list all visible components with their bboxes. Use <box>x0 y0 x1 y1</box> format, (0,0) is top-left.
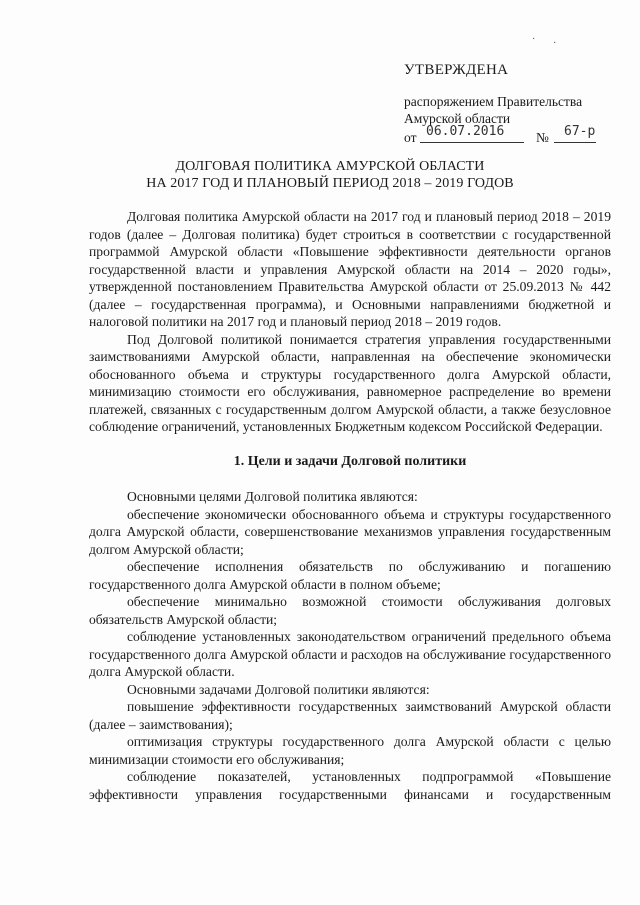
title-line-2: НА 2017 ГОД И ПЛАНОВЫЙ ПЕРИОД 2018 – 2019 ГОДОВ <box>146 176 514 191</box>
goal-item: обеспечение исполнения обязательств по обслуживанию и погашению государственного долга Амурской области в полном объеме; <box>89 559 611 592</box>
approval-heading: УТВЕРЖДЕНА <box>404 62 509 78</box>
goal-item: обеспечение минимально возможной стоимости обслуживания долговых обязательств Амурской области; <box>89 594 611 627</box>
number-sign: № <box>536 130 549 145</box>
scan-mark: · <box>532 34 536 45</box>
approval-date: 06.07.2016 <box>426 124 505 139</box>
intro-paragraph-1: Долговая политика Амурской области на 2017 год и плановый период 2018 – 2019 годов (далее – Долговая политика) будет строиться в соответствии с государственной программой Амурской области «Повышение эффективности деятельности органов государственной власти и управления Амурской области на 2014 – 2020 годы», утвержденной постановлением Правительства Амурской области от 25.09.2013 № 442 (далее – государственная программа), и Основными направлениями бюджетной и налоговой политики на 2017 год и плановый период 2018 – 2019 годов. <box>89 209 611 329</box>
document-title <box>80 158 580 192</box>
tasks-intro: Основными задачами Долговой политики являются: <box>127 681 430 697</box>
approval-date-row <box>404 124 624 145</box>
task-item: оптимизация структуры государственного долга Амурской области с целью минимизации стоимости его обслуживания; <box>89 734 611 767</box>
goal-item: соблюдение установленных законодательством ограничений предельного объема государственного долга Амурской области и расходов на обслуживание государственного долга Амурской области. <box>89 629 611 679</box>
number-underline <box>554 142 596 143</box>
intro-paragraph-2: Под Долговой политикой понимается стратегия управления государственными заимствованиями Амурской области, направленная на обеспечение экономически обоснованного объема и структуры государственного долга Амурской области, минимизацию стоимости его обслуживания, равномерное распределение во времени платежей, связанных с государственным долгом Амурской области, а также безусловное соблюдение ограничений, установленных Бюджетным кодексом Российской Федерации. <box>89 331 611 434</box>
goals-intro: Основными целями Долговой политика являются: <box>127 489 418 504</box>
scan-mark: · <box>553 38 557 49</box>
document-body <box>89 208 611 803</box>
approval-line-1: распоряжением Правительства <box>404 94 583 109</box>
approval-number: 67-р <box>564 124 596 139</box>
from-label: от <box>404 130 417 145</box>
goal-item: обеспечение экономически обоснованного объема и структуры государственного долга Амурской области, совершенствование механизмов управления государственным долгом Амурской области; <box>89 506 611 557</box>
title-line-1: ДОЛГОВАЯ ПОЛИТИКА АМУРСКОЙ ОБЛАСТИ <box>175 159 485 174</box>
date-underline <box>420 142 524 143</box>
approval-stamp <box>404 62 624 145</box>
task-item: соблюдение показателей, установленных подпрограммой «Повышение эффективности управления государственными финансами и государственным <box>89 769 611 802</box>
section-heading: 1. Цели и задачи Долговой политики <box>233 453 467 469</box>
task-item: повышение эффективности государственных заимствований Амурской области (далее – заимствования); <box>89 699 611 732</box>
approval-line-2: Амурской области <box>404 111 511 126</box>
